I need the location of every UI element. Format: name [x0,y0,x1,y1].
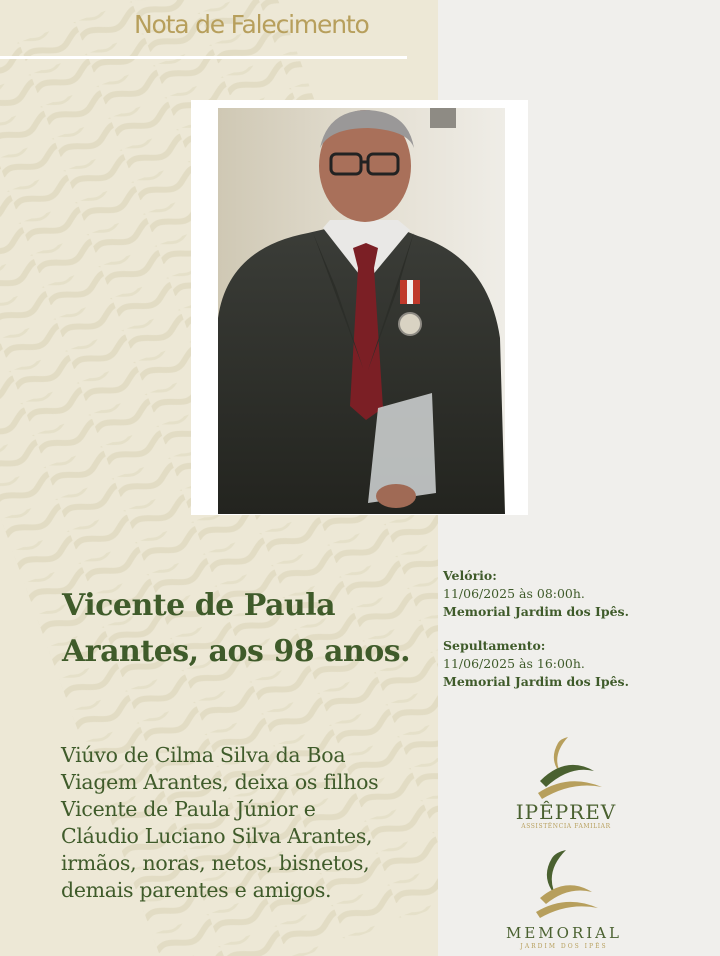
memorial-logo [500,848,628,954]
bio-text [61,742,436,904]
portrait-photo [218,108,505,514]
bio-line: Viúvo de Cilma Silva da Boa [61,743,346,767]
memorial-tagline: JARDIM DOS IPÊS [520,943,608,950]
ipeprev-leaf-icon [510,735,622,805]
velorio-label: Velório: [443,568,497,583]
bio-line: Cláudio Luciano Silva Arantes, [61,824,373,848]
velorio-place: Memorial Jardim dos Ipês. [443,604,629,619]
memorial-leaf-icon [500,848,628,924]
page-title: Nota de Falecimento [134,10,369,39]
sepultamento-place: Memorial Jardim dos Ipês. [443,674,629,689]
bio-line: irmãos, noras, netos, bisnetos, [61,851,370,875]
memorial-name: MEMORIAL [506,924,622,942]
bio-line: Vicente de Paula Júnior e [61,797,316,821]
sepultamento-info [443,637,629,691]
ipeprev-logo [510,735,622,835]
velorio-info [443,567,629,621]
ipeprev-name: IPÊPREV [515,800,617,824]
name-line-2: Arantes, aos 98 anos. [62,634,411,669]
deceased-name [62,583,410,675]
ipeprev-tagline: ASSISTÊNCIA FAMILIAR [521,823,611,830]
medal [399,313,421,335]
name-line-1: Vicente de Paula [62,588,336,623]
bio-line: demais parentes e amigos. [61,878,332,902]
sepultamento-datetime: 11/06/2025 às 16:00h. [443,656,585,671]
velorio-datetime: 11/06/2025 às 08:00h. [443,586,585,601]
title-divider [0,56,407,59]
sepultamento-label: Sepultamento: [443,638,546,653]
bio-line: Viagem Arantes, deixa os filhos [61,770,379,794]
